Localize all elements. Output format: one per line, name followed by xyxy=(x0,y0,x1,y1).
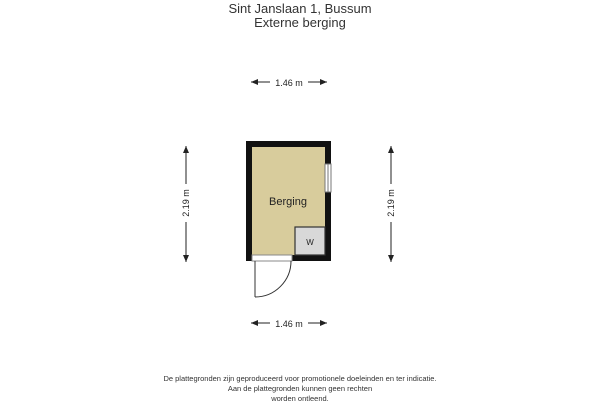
dimension-width-bottom-label: 1.46 m xyxy=(275,319,303,329)
door xyxy=(252,255,292,297)
dimension-width-top xyxy=(251,76,327,88)
disclaimer-line-1: De plattegronden zijn geproduceerd voor promotionele doeleinden en ter indicatie. xyxy=(163,374,437,383)
dimension-depth-right-label: 2.19 m xyxy=(386,189,396,217)
dimension-depth-left-label: 2.19 m xyxy=(181,189,191,217)
room-label: Berging xyxy=(269,196,307,208)
dimension-depth-right xyxy=(385,146,397,262)
dimension-depth-left xyxy=(180,146,192,262)
window xyxy=(325,164,331,192)
disclaimer-line-3: worden ontleend. xyxy=(271,394,329,403)
dimension-width-bottom xyxy=(251,317,327,329)
floor-name-title: Externe berging xyxy=(254,15,346,30)
dimension-width-top-label: 1.46 m xyxy=(275,78,303,88)
fixture-label: W xyxy=(306,238,314,247)
address-title: Sint Janslaan 1, Bussum xyxy=(228,1,372,16)
disclaimer-line-2: Aan de plattegronden kunnen geen rechten xyxy=(227,384,373,393)
